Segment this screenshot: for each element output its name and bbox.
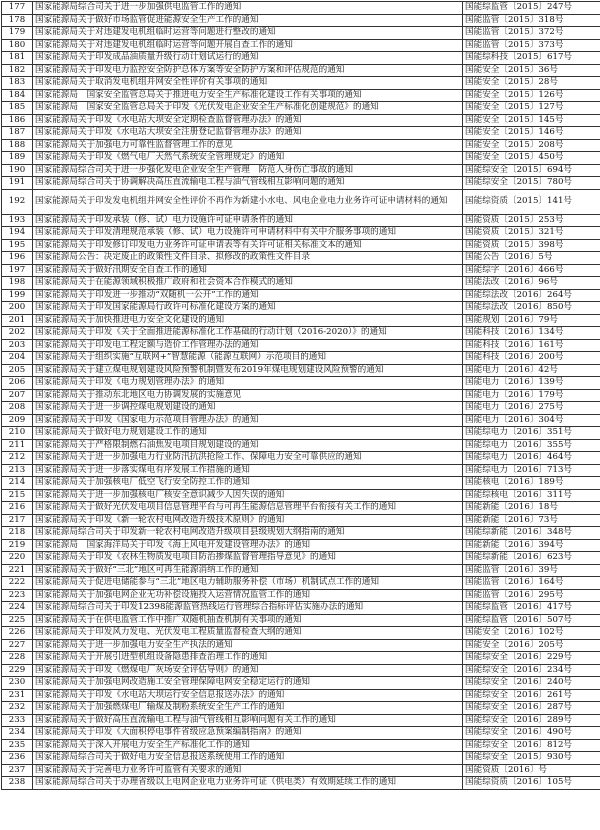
document-title: 国家能源局关于开展引进型机组设备隐患排查治理工作的通知 <box>33 652 463 665</box>
document-title: 国家能源局关于印发《新一轮农村电网改造升级技术原则》的通知 <box>33 514 463 527</box>
row-number: 194 <box>2 227 33 240</box>
document-title: 国家能源局关于加强电网企业无功补偿设施投入运营情况监管工作的通知 <box>33 589 463 602</box>
document-number: 国能科技〔2016〕134号 <box>463 327 600 340</box>
document-title: 国家能源局 国家安全监管总局关于推进电力安全生产标准化建设工作有关事项的通知 <box>33 89 463 102</box>
table-body <box>2 2 600 790</box>
document-number: 国能安全〔2015〕126号 <box>463 89 600 102</box>
table-row <box>2 77 600 90</box>
table-row <box>2 289 600 302</box>
table-row <box>2 777 600 790</box>
row-number: 192 <box>2 189 33 214</box>
document-title: 国家能源局关于对违建发电机组临时运营等问题进行整改的通知 <box>33 27 463 40</box>
row-number: 190 <box>2 164 33 177</box>
row-number: 208 <box>2 402 33 415</box>
row-number: 224 <box>2 602 33 615</box>
document-number: 国能新能〔2016〕394号 <box>463 539 600 552</box>
document-number: 国能监管〔2016〕295号 <box>463 589 600 602</box>
row-number: 214 <box>2 477 33 490</box>
row-number: 222 <box>2 577 33 590</box>
row-number: 227 <box>2 639 33 652</box>
document-number: 国能监管〔2015〕318号 <box>463 14 600 27</box>
table-row <box>2 639 600 652</box>
table-row <box>2 477 600 490</box>
row-number: 203 <box>2 339 33 352</box>
row-number: 202 <box>2 327 33 340</box>
document-number: 国能综安全〔2015〕780号 <box>463 177 600 190</box>
document-number: 国能科技〔2016〕161号 <box>463 339 600 352</box>
document-title: 国家能源局综合司关于印发新一轮农村电网改造升级项目县级规划大纲指南的通知 <box>33 527 463 540</box>
row-number: 189 <box>2 152 33 165</box>
document-title: 国家能源局关于进一步落实煤电有序发展工作措施的通知 <box>33 464 463 477</box>
document-title: 国家能源局综合司关于协调解决高压直流输电工程与油气管线相互影响问题的通知 <box>33 177 463 190</box>
document-number: 国能监管〔2016〕39号 <box>463 564 600 577</box>
table-row <box>2 227 600 240</box>
table-row <box>2 139 600 152</box>
document-number: 国能综资质〔2015〕141号 <box>463 189 600 214</box>
table-row <box>2 277 600 290</box>
table-row <box>2 264 600 277</box>
document-number: 国能安全〔2016〕205号 <box>463 639 600 652</box>
row-number: 199 <box>2 289 33 302</box>
document-title: 国家能源局关于印发国家能源局行政许可标准化建设方案的通知 <box>33 302 463 315</box>
document-number: 国能监管〔2015〕373号 <box>463 39 600 52</box>
row-number: 186 <box>2 114 33 127</box>
document-number: 国能综电力〔2016〕351号 <box>463 427 600 440</box>
document-number: 国能安全〔2015〕36号 <box>463 64 600 77</box>
document-number: 国能综法改〔2016〕264号 <box>463 289 600 302</box>
table-row <box>2 589 600 602</box>
row-number: 201 <box>2 314 33 327</box>
table-row <box>2 252 600 265</box>
table-row <box>2 239 600 252</box>
document-number: 国能电力〔2016〕42号 <box>463 364 600 377</box>
regulation-list-table <box>1 1 600 790</box>
document-title: 国家能源局关于加强燃煤电厂输煤及制粉系统安全生产工作的通知 <box>33 702 463 715</box>
table-row <box>2 627 600 640</box>
document-title: 国家能源局关于进一步调控煤电规划建设的通知 <box>33 402 463 415</box>
table-row <box>2 414 600 427</box>
table-row <box>2 652 600 665</box>
document-title: 国家能源局综合司关于办理省级以上电网企业电力业务许可证（供电类）有效期延续工作的通知 <box>33 777 463 790</box>
document-number: 国能新能〔2016〕18号 <box>463 502 600 515</box>
document-number: 国能综新能〔2016〕623号 <box>463 552 600 565</box>
row-number: 187 <box>2 127 33 140</box>
document-number: 国能资质〔2015〕253号 <box>463 214 600 227</box>
document-title: 国家能源局综合司关于进一步加强供电监管工作的通知 <box>33 2 463 15</box>
document-number: 国能综安全〔2015〕694号 <box>463 164 600 177</box>
document-title: 国家能源局关于深入开展电力安全生产标准化工作的通知 <box>33 739 463 752</box>
document-title: 国家能源局关于进一步加强电力安全生产执法的通知 <box>33 639 463 652</box>
document-title: 国家能源局关于做好光伏发电项目信息管理平台与可再生能源信息管理平台衔接有关工作的通知 <box>33 502 463 515</box>
table-row <box>2 739 600 752</box>
table-row <box>2 214 600 227</box>
table-row <box>2 539 600 552</box>
document-title: 国家能源局关于推动东北地区电力协调发展的实施意见 <box>33 389 463 402</box>
row-number: 238 <box>2 777 33 790</box>
document-number: 国能综安全〔2016〕289号 <box>463 714 600 727</box>
document-title: 国家能源局关于印发发电机组并网安全性评价不再作为新建小水电、风电企业电力业务许可证申请材料的通知 <box>33 189 463 214</box>
document-title: 国家能源局关于印发《水电站大坝运行安全信息报送办法》的通知 <box>33 689 463 702</box>
row-number: 233 <box>2 714 33 727</box>
document-number: 国能综法改〔2016〕850号 <box>463 302 600 315</box>
document-title: 国家能源局关于印发《电力规划管理办法》的通知 <box>33 377 463 390</box>
document-title: 国家能源局关于印发成品油质量升级行动计划试运行的通知 <box>33 52 463 65</box>
document-number: 国能资质〔2015〕321号 <box>463 227 600 240</box>
document-title: 国家能源局关于加强电力可靠性监督管理工作的意见 <box>33 139 463 152</box>
row-number: 185 <box>2 102 33 115</box>
table-row <box>2 389 600 402</box>
row-number: 205 <box>2 364 33 377</box>
document-number: 国能综安全〔2016〕261号 <box>463 689 600 702</box>
row-number: 217 <box>2 514 33 527</box>
row-number: 230 <box>2 677 33 690</box>
document-number: 国能综安全〔2015〕930号 <box>463 752 600 765</box>
document-title: 国家能源局关于印发电工程定额与造价工作管理办法的通知 <box>33 339 463 352</box>
document-number: 国能科技〔2016〕200号 <box>463 352 600 365</box>
document-title: 国家能源局关于印发《国家电力示范项目管理办法》的通知 <box>33 414 463 427</box>
document-title: 国家能源局关于做好“三北”地区可再生能源消纳工作的通知 <box>33 564 463 577</box>
document-title: 国家能源局关于进一步加强核电厂核安全意识减少人因失误的通知 <box>33 489 463 502</box>
table-row <box>2 752 600 765</box>
document-title: 国家能源局 国家安全监管总局关于印发《光伏发电企业安全生产标准化创建规范》的通知 <box>33 102 463 115</box>
table-row <box>2 439 600 452</box>
table-row <box>2 302 600 315</box>
document-number: 国能新能〔2016〕73号 <box>463 514 600 527</box>
row-number: 204 <box>2 352 33 365</box>
document-title: 国家能源局关于进一步加强电力行业防汛抗洪抢险工作、保障电力安全可靠供应的通知 <box>33 452 463 465</box>
document-number: 国能综监管〔2016〕417号 <box>463 602 600 615</box>
document-number: 国能安全〔2015〕208号 <box>463 139 600 152</box>
table-row <box>2 177 600 190</box>
table-row <box>2 64 600 77</box>
table-row <box>2 127 600 140</box>
document-number: 国能综安全〔2016〕234号 <box>463 664 600 677</box>
table-row <box>2 764 600 777</box>
document-title: 国家能源局关于印发《农林生物质发电项目防治掺煤监督管理指导意见》的通知 <box>33 552 463 565</box>
row-number: 177 <box>2 2 33 15</box>
document-number: 国能综科技〔2015〕617号 <box>463 52 600 65</box>
row-number: 234 <box>2 727 33 740</box>
table-row <box>2 114 600 127</box>
table-row <box>2 464 600 477</box>
table-row <box>2 689 600 702</box>
table-row <box>2 677 600 690</box>
document-number: 国能综字〔2016〕466号 <box>463 264 600 277</box>
row-number: 236 <box>2 752 33 765</box>
table-row <box>2 327 600 340</box>
document-title: 国家能源局关于建立煤电规划建设风险预警机制暨发布2019年煤电规划建设风险预警的通知 <box>33 364 463 377</box>
row-number: 193 <box>2 214 33 227</box>
table-row <box>2 377 600 390</box>
document-number: 国能安全〔2015〕28号 <box>463 77 600 90</box>
document-title: 国家能源局关于印发进一步推动“双随机一公开”工作的通知 <box>33 289 463 302</box>
table-row <box>2 577 600 590</box>
document-title: 国家能源局关于做好市场监管促进能源安全生产工作的通知 <box>33 14 463 27</box>
row-number: 182 <box>2 64 33 77</box>
document-number: 国能核电〔2016〕189号 <box>463 477 600 490</box>
document-number: 国能综安全〔2016〕287号 <box>463 702 600 715</box>
table-row <box>2 27 600 40</box>
row-number: 197 <box>2 264 33 277</box>
document-number: 国能资质〔2015〕398号 <box>463 239 600 252</box>
row-number: 212 <box>2 452 33 465</box>
document-title: 国家能源局关于做好汛期安全自查工作的通知 <box>33 264 463 277</box>
table-row <box>2 339 600 352</box>
document-number: 国能综新能〔2016〕348号 <box>463 527 600 540</box>
document-title: 国家能源局关于在能源领域积极推广政府和社会资本合作模式的通知 <box>33 277 463 290</box>
document-title: 国家能源局关于对违建发电机组临时运营等问题开展自查工作的通知 <box>33 39 463 52</box>
document-number: 国能综安全〔2016〕490号 <box>463 727 600 740</box>
row-number: 209 <box>2 414 33 427</box>
document-title: 国家能源局关于印发《燃气电厂天然气系统安全管理规定》的通知 <box>33 152 463 165</box>
row-number: 200 <box>2 302 33 315</box>
table-row <box>2 189 600 214</box>
document-number: 国能安全〔2015〕146号 <box>463 127 600 140</box>
table-row <box>2 14 600 27</box>
document-title: 国家能源局综合司关于进一步强化发电企业安全生产管理 防范人身伤亡事故的通知 <box>33 164 463 177</box>
table-row <box>2 314 600 327</box>
row-number: 235 <box>2 739 33 752</box>
row-number: 178 <box>2 14 33 27</box>
document-number: 国能监管〔2015〕372号 <box>463 27 600 40</box>
document-number: 国能公告〔2016〕5号 <box>463 252 600 265</box>
table-row <box>2 164 600 177</box>
document-title: 国家能源局关于做好电力规划建设工作的通知 <box>33 427 463 440</box>
document-number: 国能规划〔2016〕79号 <box>463 314 600 327</box>
table-row <box>2 702 600 715</box>
document-title: 国家能源局关于促进电储能参与“三北”地区电力辅助服务补偿（市场）机制试点工作的通知 <box>33 577 463 590</box>
table-row <box>2 352 600 365</box>
document-title: 国家能源局关于加强核电厂低空飞行安全防控工作的通知 <box>33 477 463 490</box>
row-number: 198 <box>2 277 33 290</box>
row-number: 237 <box>2 764 33 777</box>
document-number: 国能综监管〔2015〕247号 <box>463 2 600 15</box>
document-number: 国能法改〔2016〕96号 <box>463 277 600 290</box>
row-number: 231 <box>2 689 33 702</box>
row-number: 229 <box>2 664 33 677</box>
table-row <box>2 89 600 102</box>
document-number: 国能安全〔2015〕127号 <box>463 102 600 115</box>
table-row <box>2 39 600 52</box>
row-number: 220 <box>2 552 33 565</box>
document-number: 国能综安全〔2016〕240号 <box>463 677 600 690</box>
table-row <box>2 489 600 502</box>
document-number: 国能资质〔2016〕号 <box>463 764 600 777</box>
row-number: 184 <box>2 89 33 102</box>
document-number: 国能安全〔2016〕102号 <box>463 627 600 640</box>
row-number: 223 <box>2 589 33 602</box>
table-row <box>2 727 600 740</box>
table-row <box>2 502 600 515</box>
document-title: 国家能源局关于组织实施“互联网+”智慧能源（能源互联网）示范项目的通知 <box>33 352 463 365</box>
row-number: 207 <box>2 389 33 402</box>
document-number: 国能综资质〔2016〕105号 <box>463 777 600 790</box>
table-row <box>2 152 600 165</box>
table-row <box>2 364 600 377</box>
table-row <box>2 427 600 440</box>
document-title: 国家能源局关于加快推进电力安全文化建设的通知 <box>33 314 463 327</box>
document-title: 国家能源局关于印发承装（修、试）电力设施许可证申请条件的通知 <box>33 214 463 227</box>
document-number: 国能电力〔2016〕304号 <box>463 414 600 427</box>
row-number: 210 <box>2 427 33 440</box>
document-title: 国家能源局关于严格限制燃石油焦发电项目规划建设的通知 <box>33 439 463 452</box>
document-number: 国能综安全〔2016〕812号 <box>463 739 600 752</box>
table-row <box>2 527 600 540</box>
document-title: 国家能源局关于在供电监管工作中推广双随机抽查机制有关事项的通知 <box>33 614 463 627</box>
row-number: 232 <box>2 702 33 715</box>
row-number: 225 <box>2 614 33 627</box>
row-number: 226 <box>2 627 33 640</box>
row-number: 228 <box>2 652 33 665</box>
document-title: 国家能源局关于印发电力监控安全防护总体方案等安全防护方案和评估规范的通知 <box>33 64 463 77</box>
row-number: 183 <box>2 77 33 90</box>
row-number: 213 <box>2 464 33 477</box>
document-number: 国能综电力〔2016〕355号 <box>463 439 600 452</box>
document-title: 国家能源局关于印发《水电站大坝安全注册登记监督管理办法》的通知 <box>33 127 463 140</box>
table-row <box>2 514 600 527</box>
document-number: 国能综电力〔2016〕713号 <box>463 464 600 477</box>
document-title: 国家能源局关于印发《大面积停电事件省级应急预案编制指南》的通知 <box>33 727 463 740</box>
row-number: 196 <box>2 252 33 265</box>
table-row <box>2 714 600 727</box>
row-number: 195 <box>2 239 33 252</box>
document-number: 国能监管〔2016〕164号 <box>463 577 600 590</box>
document-title: 国家能源局关于印发《燃煤电厂灰场安全评估导则》的通知 <box>33 664 463 677</box>
document-title: 国家能源局关于加强电网改造施工安全管理保障电网安全稳定运行的通知 <box>33 677 463 690</box>
document-number: 国能综监管〔2016〕507号 <box>463 614 600 627</box>
table-row <box>2 602 600 615</box>
table-row <box>2 402 600 415</box>
document-title: 国家能源局公告：决定废止的政策性文件目录、拟修改的政策性文件目录 <box>33 252 463 265</box>
document-title: 国家能源局关于取消发电机组并网安全性评价有关事项的通知 <box>33 77 463 90</box>
document-number: 国能综核电〔2016〕311号 <box>463 489 600 502</box>
document-title: 国家能源局综合司关于印发12398能源监管热线运行管理综合指标评估实施办法的通知 <box>33 602 463 615</box>
document-number: 国能综电力〔2016〕464号 <box>463 452 600 465</box>
document-title: 国家能源局关于完善电力业务许可监管有关要求的通知 <box>33 764 463 777</box>
table-row <box>2 664 600 677</box>
document-title: 国家能源局 国家海洋局关于印发《海上风电开发建设管理办法》的通知 <box>33 539 463 552</box>
document-title: 国家能源局关于印发《水电站大坝安全定期检查监督管理办法》的通知 <box>33 114 463 127</box>
table-row <box>2 2 600 15</box>
table-row <box>2 102 600 115</box>
document-number: 国能安全〔2015〕145号 <box>463 114 600 127</box>
document-number: 国能安全〔2015〕450号 <box>463 152 600 165</box>
document-number: 国能电力〔2016〕139号 <box>463 377 600 390</box>
row-number: 221 <box>2 564 33 577</box>
row-number: 180 <box>2 39 33 52</box>
document-title: 国家能源局关于印发清理规范承装（修、试）电力设施许可申请材料中有关中介服务事项的通知 <box>33 227 463 240</box>
row-number: 216 <box>2 502 33 515</box>
document-number: 国能综安全〔2016〕229号 <box>463 652 600 665</box>
document-title: 国家能源局关于印发修订印发电力业务许可证申请表等有关许可证相关标准文本的通知 <box>33 239 463 252</box>
row-number: 181 <box>2 52 33 65</box>
table-row <box>2 614 600 627</box>
table-row <box>2 452 600 465</box>
row-number: 218 <box>2 527 33 540</box>
row-number: 211 <box>2 439 33 452</box>
document-number: 国能电力〔2016〕179号 <box>463 389 600 402</box>
row-number: 219 <box>2 539 33 552</box>
document-title: 国家能源局关于印发风力发电、光伏发电工程质量监督检查大纲的通知 <box>33 627 463 640</box>
row-number: 191 <box>2 177 33 190</box>
table-row <box>2 552 600 565</box>
row-number: 215 <box>2 489 33 502</box>
document-title: 国家能源局关于印发《关于全面推进能源标准化工作基础的行动计划（2016-2020）》的通知 <box>33 327 463 340</box>
document-number: 国能电力〔2016〕275号 <box>463 402 600 415</box>
row-number: 179 <box>2 27 33 40</box>
row-number: 206 <box>2 377 33 390</box>
row-number: 188 <box>2 139 33 152</box>
document-title: 国家能源局综合司关于做好电力安全信息报送系统使用工作的通知 <box>33 752 463 765</box>
table-row <box>2 52 600 65</box>
document-title: 国家能源局关于做好高压直流输电工程与油气管线相互影响问题有关工作的通知 <box>33 714 463 727</box>
table-row <box>2 564 600 577</box>
